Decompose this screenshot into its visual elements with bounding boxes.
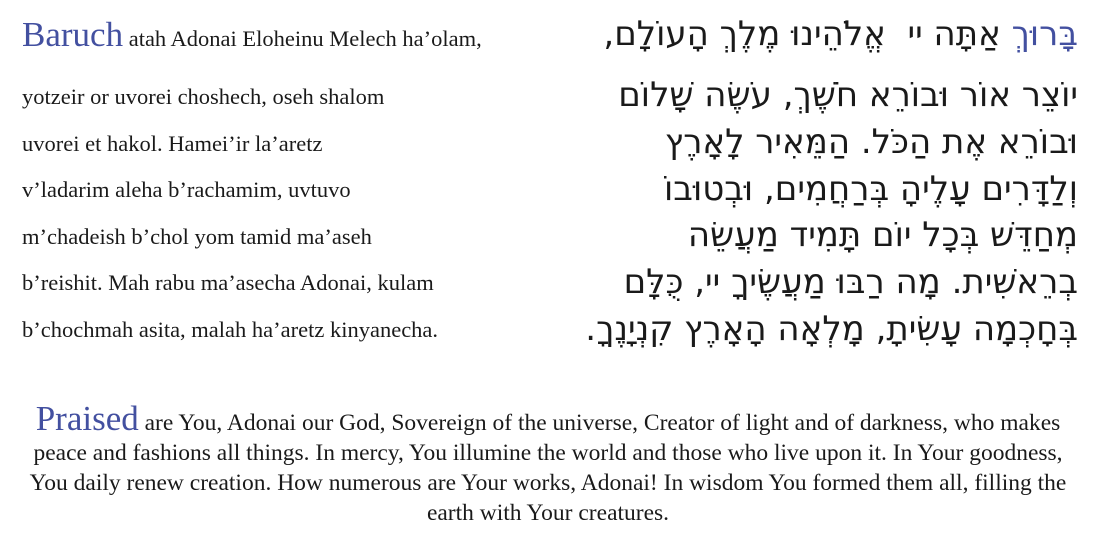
hebrew-line: וּבוֹרֵא אֶת הַכֹּל. הַמֵּאִיר לָאָרֶץ xyxy=(664,122,1078,162)
hebrew-line: יוֹצֵר אוֹר וּבוֹרֵא חֹשֶׁךְ, עֹשֶׂה שָׁלוֹם xyxy=(618,75,1078,115)
transliteration-line xyxy=(22,15,482,54)
hebrew-drop-word: בָּרוּךְ xyxy=(1011,14,1078,54)
transliteration-line: b’reishit. Mah rabu ma’asecha Adonai, kulam xyxy=(22,270,434,295)
hebrew-line xyxy=(603,12,1078,56)
transliteration-line: uvorei et hakol. Hamei’ir la’aretz xyxy=(22,131,323,156)
translation-paragraph xyxy=(14,399,1082,528)
hebrew-line: בְּחָכְמָה עָשִׂיתָ, מָלְאָה הָאָרֶץ קִנְיָנֶךָ. xyxy=(585,309,1078,349)
transliteration-drop-word: Baruch xyxy=(22,15,124,54)
hebrew-line-text: אַתָּה יי אֱלֹהֵינוּ מֶלֶךְ הָעוֹלָם, xyxy=(603,14,1012,54)
hebrew-line: מְחַדֵּשׁ בְּכָל יוֹם תָּמִיד מַעֲשֵׂה xyxy=(687,215,1078,255)
transliteration-line: v’ladarim aleha b’rachamim, uvtuvo xyxy=(22,177,351,202)
transliteration-line: yotzeir or uvorei choshech, oseh shalom xyxy=(22,84,385,109)
translation-text: are You, Adonai our God, Sovereign of the universe, Creator of light and of darkness, who makes peace and fashions all things. In mercy, You illumine the world and those who live upon it. In Your goodness, You daily renew creation. How numerous are Your works, Adonai! In wisdom You formed them all, filling the earth with Your creatures. xyxy=(29,410,1067,526)
transliteration-line-text: atah Adonai Eloheinu Melech ha’olam, xyxy=(123,26,482,51)
hebrew-line: וְלַדָּרִים עָלֶיהָ בְּרַחֲמִים, וּבְטוּבוֹ xyxy=(664,169,1078,209)
hebrew-line: בְרֵאשִׁית. מָה רַבּוּ מַעֲשֶׂיךָ יי, כֻּלָּם xyxy=(623,262,1078,302)
translation-drop-word: Praised xyxy=(35,399,139,438)
transliteration-line: m’chadeish b’chol yom tamid ma’aseh xyxy=(22,224,372,249)
transliteration-line: b’chochmah asita, malah ha’aretz kinyanecha. xyxy=(22,317,439,342)
